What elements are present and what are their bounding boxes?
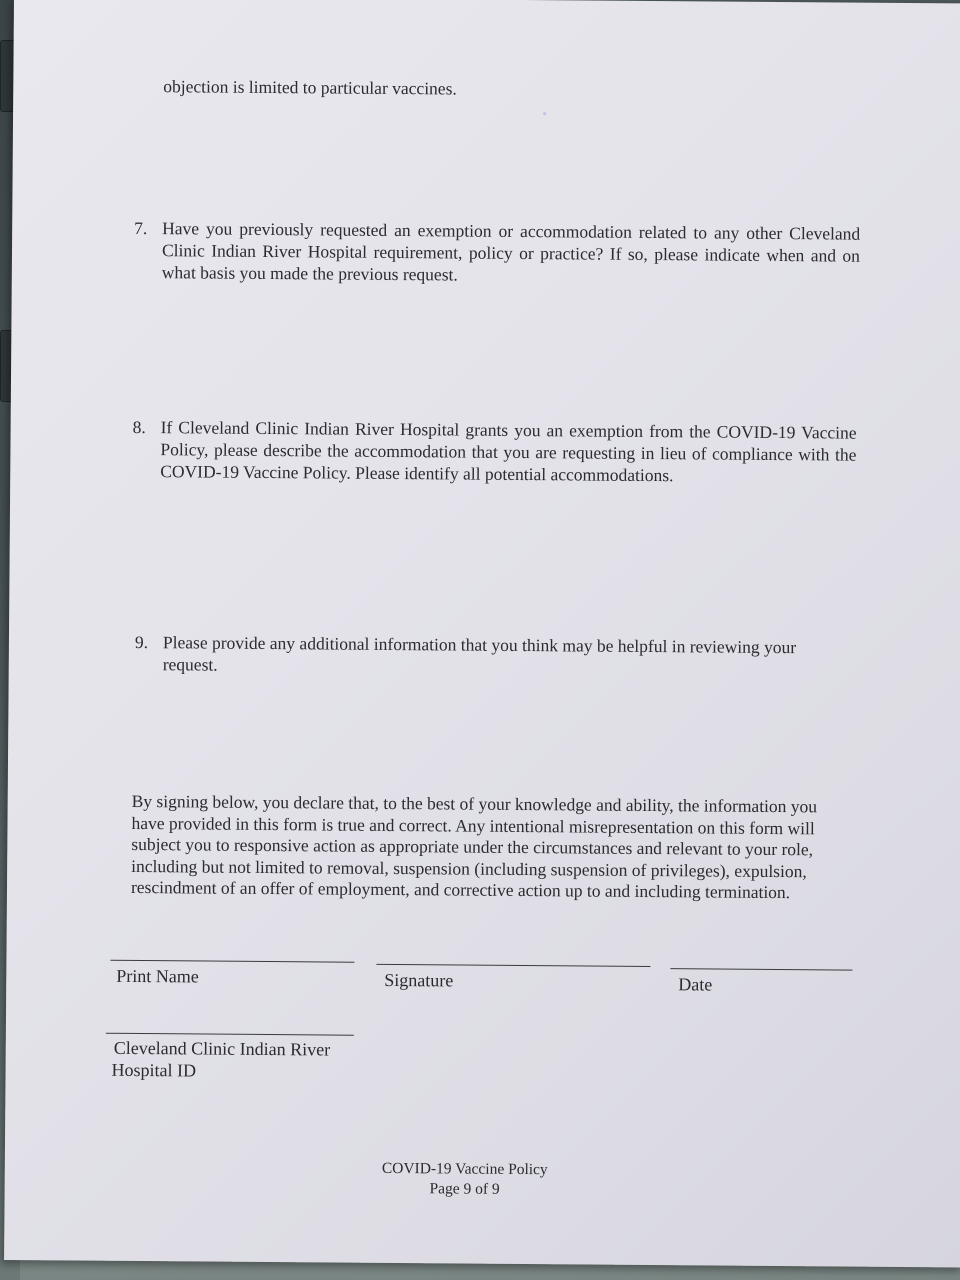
hospital-id-line[interactable] <box>106 1033 354 1036</box>
date-label: Date <box>678 974 713 995</box>
footer-title: COVID-19 Vaccine Policy <box>381 1159 548 1179</box>
question-9-number: 9. <box>134 631 149 653</box>
footer-page-number: Page 9 of 9 <box>429 1180 500 1198</box>
continuation-text: objection is limited to particular vaccines. <box>163 76 457 99</box>
question-8-text: If Cleveland Clinic Indian River Hospital grants you an exemption from the COVID-19 Vaccine Policy, please describe the accommodation that you are requesting in lieu of compliance with the COVID-19 Vaccine Policy. Please identify all potential accommodations. <box>160 417 857 486</box>
question-7-text: Have you previously requested an exemption or accommodation related to any other Cleveland Clinic Indian River Hospital requirement, policy or practice? If so, please indicate when and on what basis you made the previous request. <box>161 218 861 285</box>
signature-label: Signature <box>384 969 454 991</box>
document-page <box>4 0 960 1268</box>
question-7-number: 7. <box>134 217 148 239</box>
print-name-line[interactable] <box>110 960 354 963</box>
question-8-number: 8. <box>132 416 146 438</box>
hospital-id-label-line2: Hospital ID <box>111 1059 197 1081</box>
declaration-paragraph: By signing below, you declare that, to the best of your knowledge and ability, the information you have provided in this form is true and correct. Any intentional misrepresentation on this form will subject you to responsive action as appropriate under the circumstances and relevant to your role, including but not limited to removal, suspension (including suspension of privileges), expulsion, rescindment of an offer of employment, and corrective action up to and including termination. <box>130 790 818 903</box>
date-line[interactable] <box>670 968 852 970</box>
signature-line[interactable] <box>376 964 650 967</box>
hospital-id-label-line1: Cleveland Clinic Indian River <box>113 1037 331 1060</box>
paper-speck <box>543 112 546 115</box>
print-name-label: Print Name <box>116 965 199 987</box>
question-9-text: Please provide any additional information that you think may be helpful in reviewing your request. <box>162 632 797 675</box>
